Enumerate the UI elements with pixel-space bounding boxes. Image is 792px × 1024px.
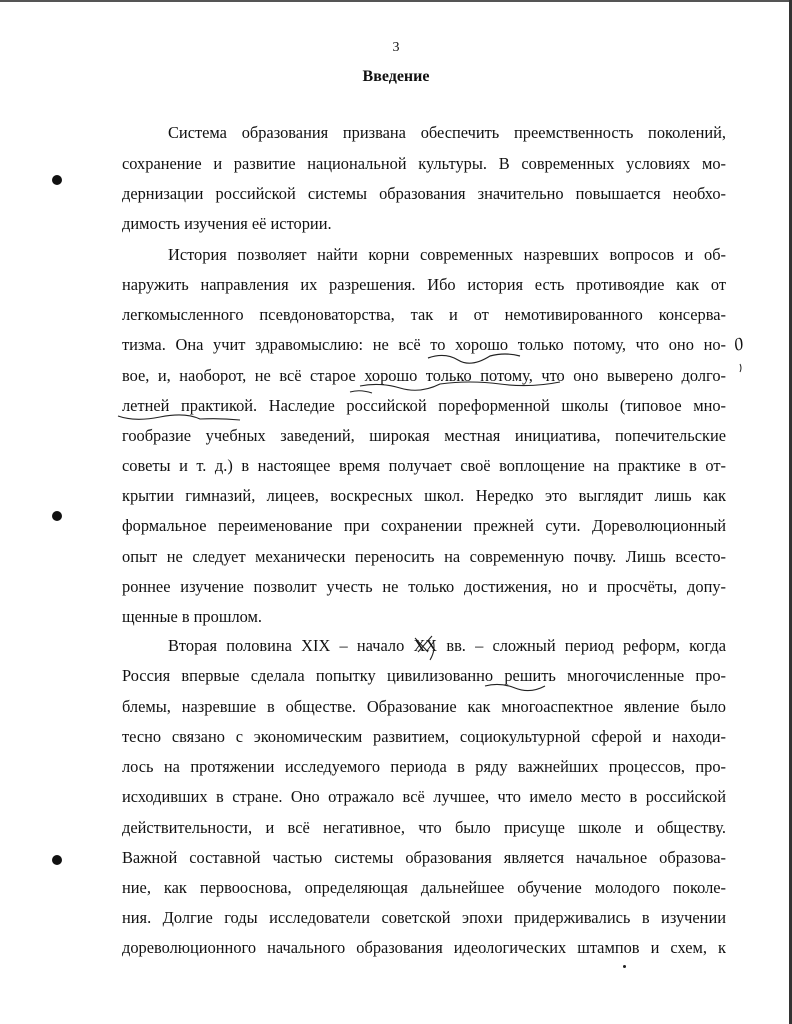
underline-mark (428, 354, 520, 363)
text-line: летней практикой. Наследие российской пореформенной школы (типовое мно- (122, 396, 726, 415)
text-line: Вторая половина XIX – начало XX вв. – сложный период реформ, когда (168, 636, 726, 655)
text-line: опыт не следует механически переносить на современную почву. Лишь всесто- (122, 547, 726, 566)
text-line: действительности, и всё негативное, что было присуще школе и обществу. (122, 818, 726, 837)
text-line: роннее изучение позволит учесть не только достижения, но и просчёты, допу- (122, 577, 726, 596)
text-line: легкомысленного псевдоноваторства, так и от немотивированного консерва- (122, 305, 726, 324)
text-line: История позволяет найти корни современных назревших вопросов и об- (168, 245, 726, 264)
text-line: дернизации российской системы образования значительно повышается необхо- (122, 184, 726, 203)
page-number: 3 (392, 40, 400, 55)
punch-hole (52, 855, 62, 865)
text-line: советы и т. д.) в настоящее время получает своё воплощение на практике в от- (122, 456, 726, 475)
underline-mark (740, 364, 741, 372)
text-line: наружить направления их разрешения. Ибо история есть противоядие как от (122, 275, 726, 294)
text-line: Система образования призвана обеспечить преемственность поколений, (168, 123, 726, 142)
text-line: тесно связано с экономическим развитием, социокультурной сферой и находи- (122, 727, 726, 746)
underline-mark (350, 391, 372, 393)
text-line: крытии гимназий, лицеев, воскресных школ. Нередко это выглядит лишь как (122, 486, 726, 505)
text-line: димость изучения её истории. (122, 214, 332, 233)
text-line: тизма. Она учит здравомыслию: не всё то хорошо только потому, что оно но- (122, 335, 726, 354)
text-line: лось на протяжении исследуемого периода в ряду важнейших процессов, про- (122, 757, 726, 776)
punch-hole (52, 511, 62, 521)
text-line: вое, и, наоборот, не всё старое хорошо только потому, что оно выверено долго- (122, 366, 726, 385)
scan-edge-top (0, 0, 792, 2)
text-line: исходивших в стране. Оно отражало всё лучшее, что имело место в российской (122, 787, 726, 806)
text-line: дореволюционного начального образования идеологических штампов и схем, к (122, 938, 726, 957)
punch-hole (52, 175, 62, 185)
text-line: Россия впервые сделала попытку цивилизованно решить многочисленные про- (122, 666, 726, 685)
text-line: формальное переименование при сохранении прежней сути. Дореволюционный (122, 516, 726, 535)
text-line: гообразие учебных заведений, широкая местная инициатива, попечительские (122, 426, 726, 445)
margin-note: 0 (731, 333, 746, 355)
text-line: сохранение и развитие национальной культуры. В современных условиях мо- (122, 154, 726, 173)
text-line: блемы, назревшие в обществе. Образование как многоаспектное явление было (122, 697, 726, 716)
speck (623, 965, 626, 968)
page-title: Введение (362, 68, 430, 85)
text-line: ния. Долгие годы исследователи советской эпохи придерживались в изучении (122, 908, 726, 927)
text-line: Важной составной частью системы образования является начальное образова- (122, 848, 726, 867)
text-line: щенные в прошлом. (122, 607, 262, 626)
text-line: ние, как первооснова, определяющая дальнейшее обучение молодого поколе- (122, 878, 726, 897)
